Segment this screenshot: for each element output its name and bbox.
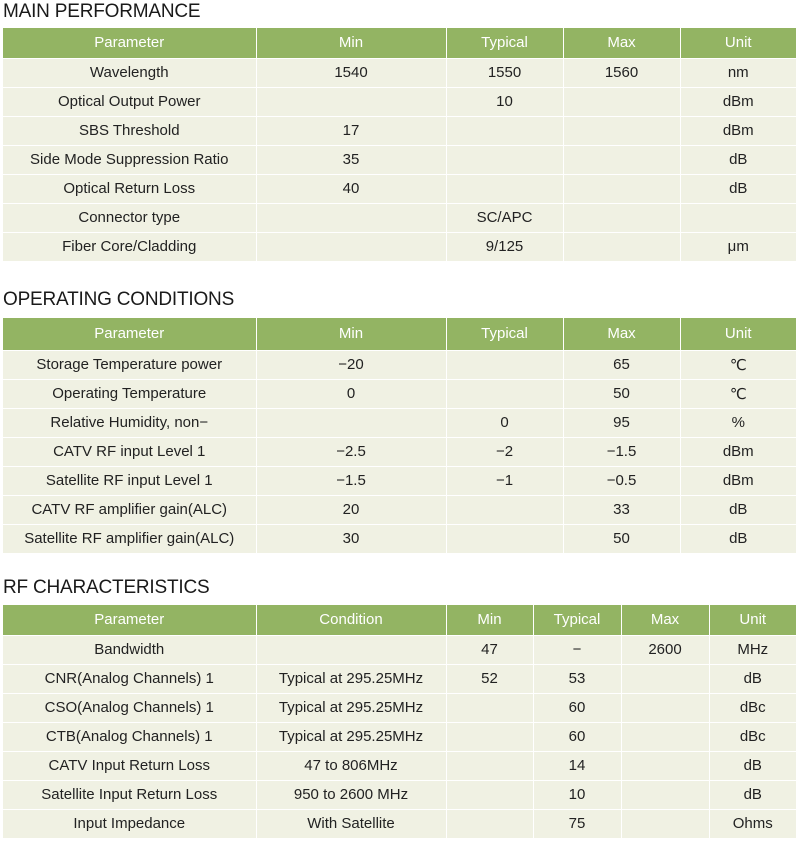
table-row <box>3 722 796 751</box>
cell-max: 65 <box>563 350 680 379</box>
cell-max: 50 <box>563 379 680 408</box>
table-row <box>3 174 796 203</box>
table-row <box>3 751 796 780</box>
cell-typical: SC/APC <box>446 203 563 232</box>
cell-unit: dB <box>680 145 796 174</box>
cell-condition: Typical at 295.25MHz <box>256 693 446 722</box>
cell-condition: 47 to 806MHz <box>256 751 446 780</box>
cell-min <box>256 232 446 261</box>
cell-condition <box>256 635 446 664</box>
table-row <box>3 495 796 524</box>
cell-typical: 10 <box>446 87 563 116</box>
cell-unit: % <box>680 408 796 437</box>
cell-parameter: Relative Humidity, non− <box>3 408 256 437</box>
cell-typical <box>446 350 563 379</box>
cell-condition: Typical at 295.25MHz <box>256 664 446 693</box>
table-row <box>3 693 796 722</box>
table-row <box>3 809 796 838</box>
cell-unit: nm <box>680 58 796 87</box>
cell-unit: dB <box>709 751 796 780</box>
cell-unit: MHz <box>709 635 796 664</box>
cell-max <box>621 664 709 693</box>
rf-characteristics-title: RF CHARACTERISTICS <box>3 577 210 598</box>
cell-condition: With Satellite <box>256 809 446 838</box>
cell-parameter: Side Mode Suppression Ratio <box>3 145 256 174</box>
cell-unit: ℃ <box>680 379 796 408</box>
table-row <box>3 379 796 408</box>
operating-conditions-body <box>3 350 796 553</box>
cell-typical: 1550 <box>446 58 563 87</box>
cell-typical: 9/125 <box>446 232 563 261</box>
header-min: Min <box>256 318 446 350</box>
header-min: Min <box>446 605 533 635</box>
cell-max <box>563 116 680 145</box>
table-row <box>3 524 796 553</box>
cell-unit: dBm <box>680 466 796 495</box>
cell-max <box>563 232 680 261</box>
cell-min: 17 <box>256 116 446 145</box>
cell-unit: dBm <box>680 87 796 116</box>
header-max: Max <box>563 28 680 58</box>
cell-unit: dB <box>709 664 796 693</box>
cell-min <box>446 780 533 809</box>
cell-typical: 0 <box>446 408 563 437</box>
table-row <box>3 87 796 116</box>
cell-min: −2.5 <box>256 437 446 466</box>
cell-max <box>621 751 709 780</box>
main-performance-table <box>3 28 796 262</box>
rf-characteristics-body <box>3 635 796 838</box>
cell-max <box>563 174 680 203</box>
cell-max <box>621 693 709 722</box>
cell-typical <box>446 524 563 553</box>
cell-condition: Typical at 295.25MHz <box>256 722 446 751</box>
cell-unit: ℃ <box>680 350 796 379</box>
cell-unit: dBc <box>709 693 796 722</box>
main-performance-body <box>3 58 796 261</box>
cell-max: 33 <box>563 495 680 524</box>
cell-min <box>256 87 446 116</box>
table-header-row <box>3 28 796 58</box>
header-unit: Unit <box>680 28 796 58</box>
cell-max: −0.5 <box>563 466 680 495</box>
header-typical: Typical <box>446 318 563 350</box>
cell-typical <box>446 379 563 408</box>
operating-conditions-table <box>3 318 796 554</box>
header-max: Max <box>621 605 709 635</box>
cell-max <box>563 203 680 232</box>
cell-min: 35 <box>256 145 446 174</box>
cell-min <box>446 809 533 838</box>
cell-min: −20 <box>256 350 446 379</box>
cell-parameter: Bandwidth <box>3 635 256 664</box>
table-row <box>3 145 796 174</box>
cell-unit: dBm <box>680 116 796 145</box>
cell-parameter: CATV RF amplifier gain(ALC) <box>3 495 256 524</box>
table-row <box>3 350 796 379</box>
table-header-row <box>3 605 796 635</box>
cell-max: 50 <box>563 524 680 553</box>
cell-typical: − <box>533 635 621 664</box>
table-row <box>3 437 796 466</box>
cell-parameter: Optical Return Loss <box>3 174 256 203</box>
cell-max: −1.5 <box>563 437 680 466</box>
cell-parameter: Optical Output Power <box>3 87 256 116</box>
cell-typical: 53 <box>533 664 621 693</box>
header-min: Min <box>256 28 446 58</box>
rf-characteristics-table <box>3 605 796 839</box>
header-parameter: Parameter <box>3 605 256 635</box>
table-row <box>3 780 796 809</box>
cell-max <box>563 145 680 174</box>
cell-parameter: Connector type <box>3 203 256 232</box>
cell-parameter: Input Impedance <box>3 809 256 838</box>
cell-typical: −1 <box>446 466 563 495</box>
table-row <box>3 466 796 495</box>
cell-max <box>621 780 709 809</box>
cell-typical <box>446 145 563 174</box>
cell-typical <box>446 174 563 203</box>
table-row <box>3 203 796 232</box>
header-max: Max <box>563 318 680 350</box>
table-row <box>3 58 796 87</box>
cell-parameter: Satellite Input Return Loss <box>3 780 256 809</box>
cell-min <box>446 751 533 780</box>
cell-typical <box>446 495 563 524</box>
cell-parameter: Satellite RF amplifier gain(ALC) <box>3 524 256 553</box>
cell-parameter: CATV RF input Level 1 <box>3 437 256 466</box>
cell-typical: 10 <box>533 780 621 809</box>
cell-unit: μm <box>680 232 796 261</box>
cell-min: −1.5 <box>256 466 446 495</box>
table-row <box>3 116 796 145</box>
cell-parameter: CNR(Analog Channels) 1 <box>3 664 256 693</box>
cell-typical: 60 <box>533 722 621 751</box>
header-unit: Unit <box>680 318 796 350</box>
cell-min <box>446 693 533 722</box>
table-header-row <box>3 318 796 350</box>
table-row <box>3 664 796 693</box>
table-row <box>3 635 796 664</box>
cell-min: 0 <box>256 379 446 408</box>
cell-unit: dBm <box>680 437 796 466</box>
header-parameter: Parameter <box>3 28 256 58</box>
cell-max: 2600 <box>621 635 709 664</box>
cell-typical <box>446 116 563 145</box>
cell-min: 40 <box>256 174 446 203</box>
header-unit: Unit <box>709 605 796 635</box>
cell-max <box>621 809 709 838</box>
cell-unit: Ohms <box>709 809 796 838</box>
cell-typical: −2 <box>446 437 563 466</box>
cell-unit: dB <box>709 780 796 809</box>
main-performance-title: MAIN PERFORMANCE <box>3 1 201 22</box>
cell-min: 1540 <box>256 58 446 87</box>
cell-parameter: Wavelength <box>3 58 256 87</box>
cell-typical: 75 <box>533 809 621 838</box>
cell-condition: 950 to 2600 MHz <box>256 780 446 809</box>
cell-unit: dB <box>680 495 796 524</box>
cell-unit: dB <box>680 524 796 553</box>
cell-min <box>256 203 446 232</box>
header-condition: Condition <box>256 605 446 635</box>
cell-parameter: Fiber Core/Cladding <box>3 232 256 261</box>
cell-max <box>563 87 680 116</box>
cell-max: 1560 <box>563 58 680 87</box>
cell-min <box>446 722 533 751</box>
cell-max: 95 <box>563 408 680 437</box>
header-typical: Typical <box>446 28 563 58</box>
header-typical: Typical <box>533 605 621 635</box>
cell-unit: dBc <box>709 722 796 751</box>
cell-max <box>621 722 709 751</box>
cell-parameter: SBS Threshold <box>3 116 256 145</box>
cell-parameter: Operating Temperature <box>3 379 256 408</box>
cell-parameter: CATV Input Return Loss <box>3 751 256 780</box>
header-parameter: Parameter <box>3 318 256 350</box>
cell-min <box>256 408 446 437</box>
cell-min: 20 <box>256 495 446 524</box>
cell-unit <box>680 203 796 232</box>
cell-parameter: Storage Temperature power <box>3 350 256 379</box>
cell-unit: dB <box>680 174 796 203</box>
table-row <box>3 408 796 437</box>
cell-parameter: CSO(Analog Channels) 1 <box>3 693 256 722</box>
cell-typical: 60 <box>533 693 621 722</box>
cell-min: 47 <box>446 635 533 664</box>
cell-min: 30 <box>256 524 446 553</box>
cell-min: 52 <box>446 664 533 693</box>
cell-parameter: Satellite RF input Level 1 <box>3 466 256 495</box>
cell-typical: 14 <box>533 751 621 780</box>
cell-parameter: CTB(Analog Channels) 1 <box>3 722 256 751</box>
table-row <box>3 232 796 261</box>
operating-conditions-title: OPERATING CONDITIONS <box>3 289 235 310</box>
